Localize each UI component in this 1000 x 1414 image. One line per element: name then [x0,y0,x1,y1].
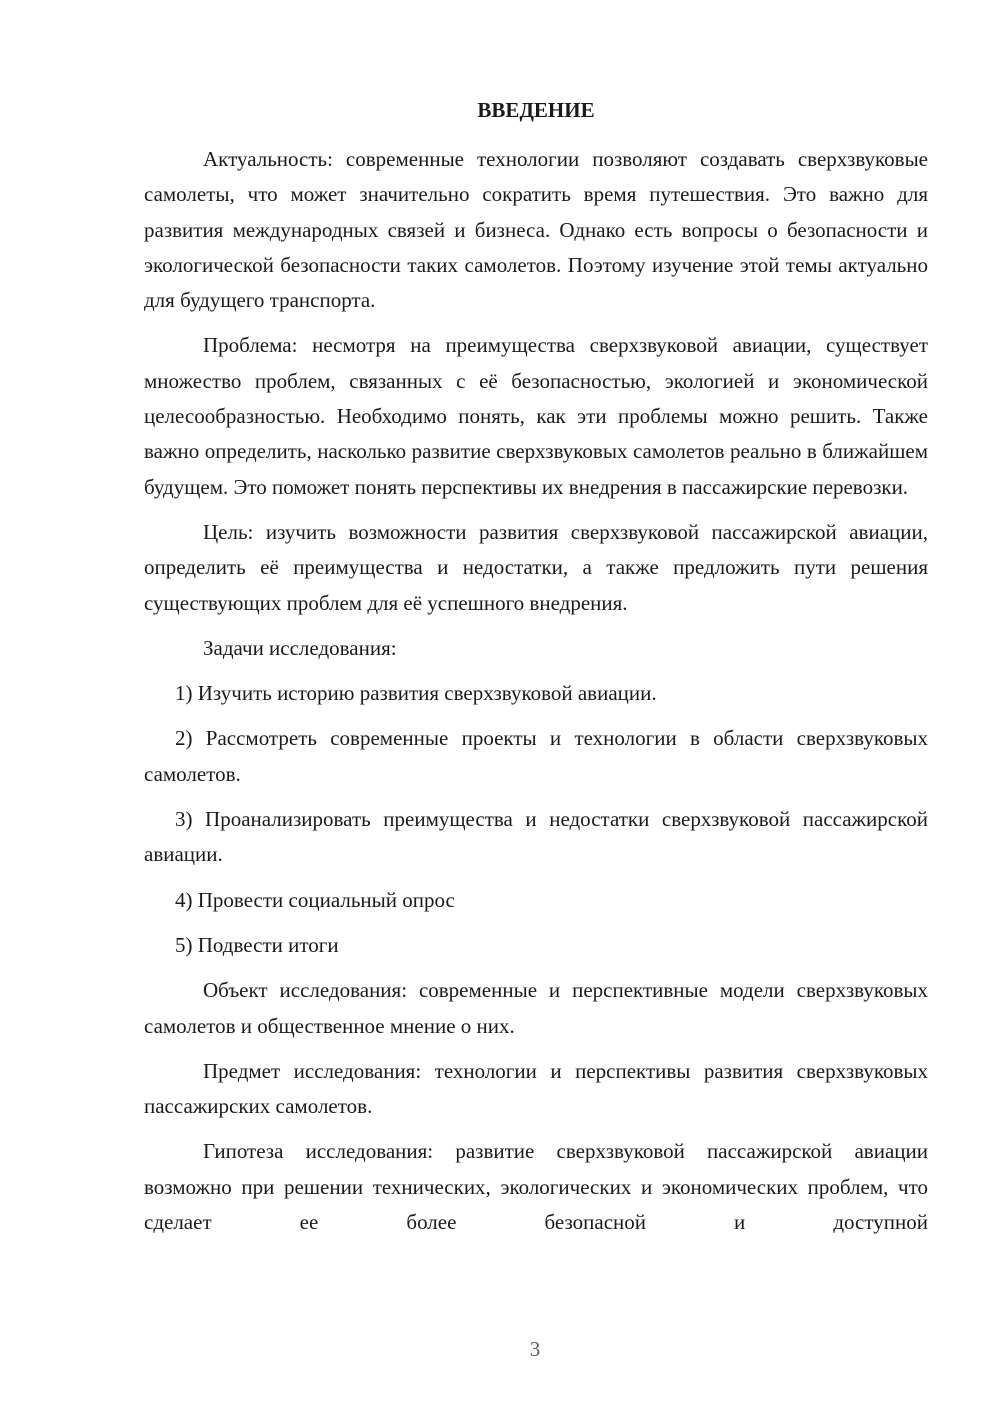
task-item-4: 4) Провести социальный опрос [175,887,455,912]
paragraph-relevance: Актуальность: современные технологии позволяют создавать сверхзвуковые самолеты, что может значительно сократить время путешествия. Это важно для развития международных связей и бизнеса. Однако есть вопросы о безопасности и экологической безопасности таких самолетов. Поэтому изучение этой темы актуально для будущего транспорта. [144,147,928,313]
document-page [144,95,928,1240]
paragraph-goal: Цель: изучить возможности развития сверхзвуковой пассажирской авиации, определить её преимущества и недостатки, а также предложить пути решения существующих проблем для её успешного внедрения. [144,519,928,615]
page-title: ВВЕДЕНИЕ [477,98,595,122]
task-item-5: 5) Подвести итоги [175,932,339,957]
task-item-1: 1) Изучить историю развития сверхзвуковой авиации. [175,681,657,706]
paragraph-hypothesis: Гипотеза исследования: развитие сверхзвуковой пассажирской авиации возможно при решении технических, экологических и экономических проблем, что сделает ее более безопасной и доступной [144,1139,928,1235]
tasks-title: Задачи исследования: [203,635,397,660]
paragraph-subject: Предмет исследования: технологии и перспективы развития сверхзвуковых пассажирских самолетов. [144,1058,928,1119]
paragraph-object: Объект исследования: современные и перспективные модели сверхзвуковых самолетов и общественное мнение о них. [144,978,928,1038]
task-item-2: 2) Рассмотреть современные проекты и технологии в области сверхзвуковых самолетов. [144,726,928,786]
page-number: 3 [529,1337,541,1361]
paragraph-problem: Проблема: несмотря на преимущества сверхзвуковой авиации, существует множество проблем, связанных с её безопасностью, экологией и экономической целесообразностью. Необходимо понять, как эти проблемы можно решить. Также важно определить, насколько развитие сверхзвуковых самолетов реально в ближайшем будущем. Это поможет понять перспективы их внедрения в пассажирские перевозки. [144,333,928,499]
task-item-3: 3) Проанализировать преимущества и недостатки сверхзвуковой пассажирской авиации. [144,807,928,867]
